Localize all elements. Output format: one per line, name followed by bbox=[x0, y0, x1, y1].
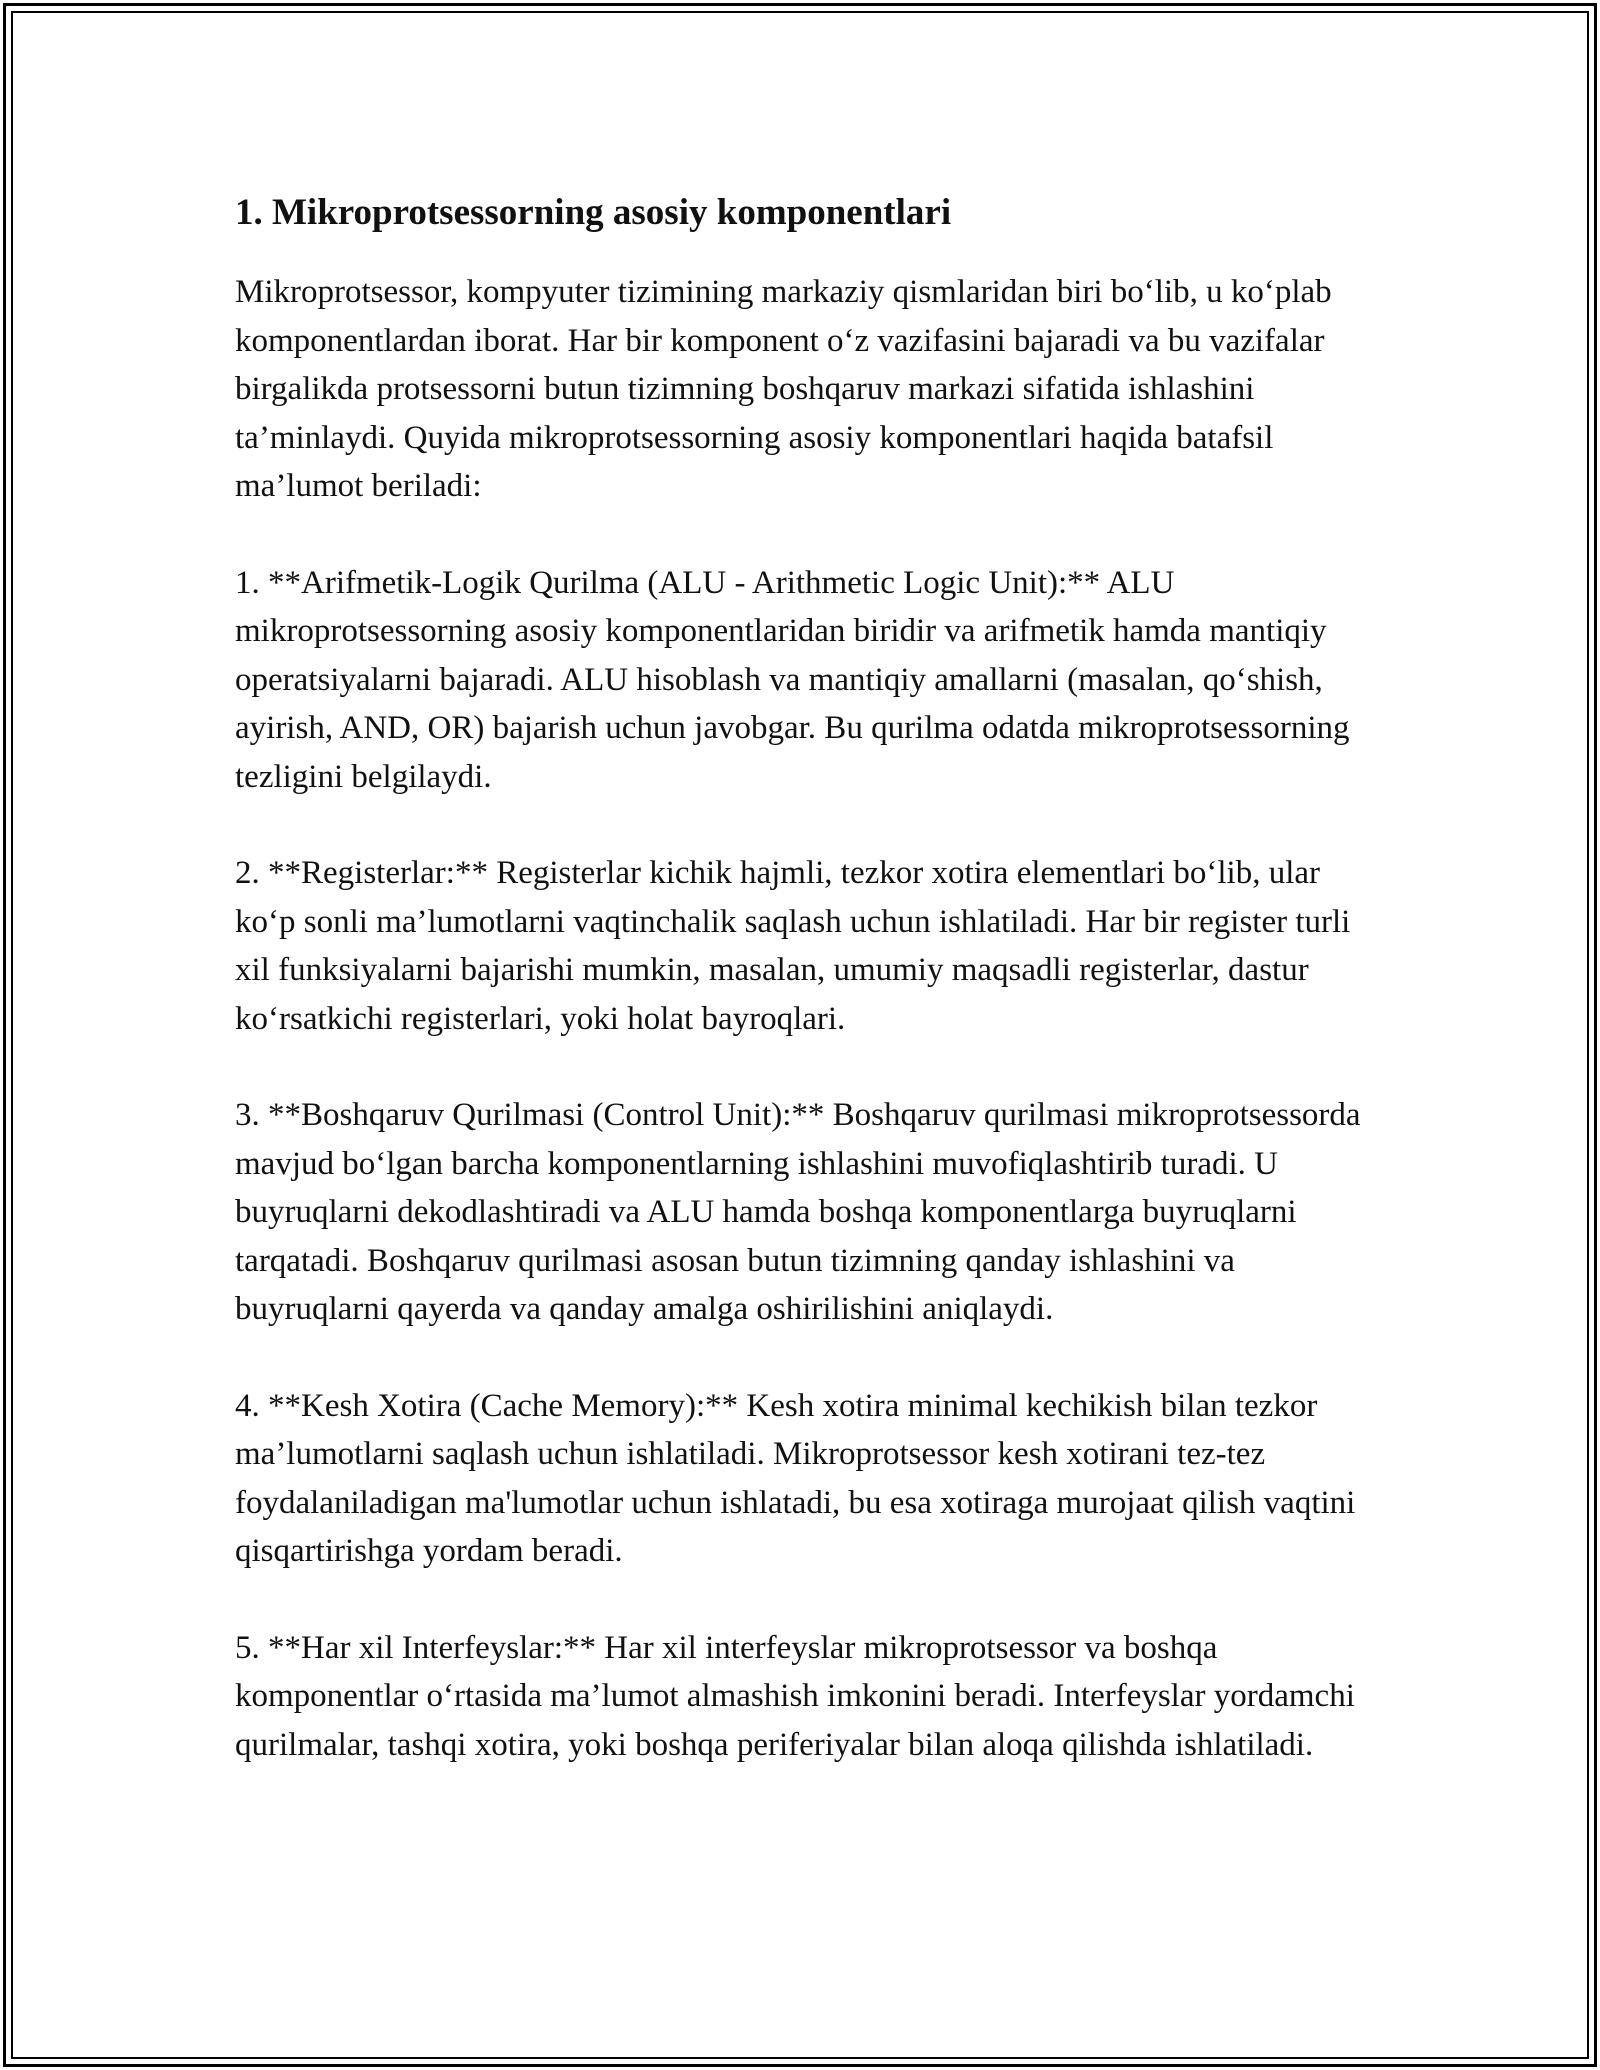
document-body bbox=[235, 188, 1375, 1817]
intro-paragraph: Mikroprotsessor, kompyuter tizimining markaziy qismlaridan biri bo‘lib, u ko‘plab komponentlardan iborat. Har bir komponent o‘z vazifasini bajaradi va bu vazifalar birgalikda protsessorni butun tizimning boshqaruv markazi sifatida ishlashini ta’minlaydi. Quyida mikroprotsessorning asosiy komponentlari haqida batafsil ma’lumot beriladi: bbox=[235, 274, 1332, 504]
section-heading: 1. Mikroprotsessorning asosiy komponentlari bbox=[235, 192, 952, 233]
control-unit-paragraph: 3. **Boshqaruv Qurilmasi (Control Unit):** Boshqaruv qurilmasi mikroprotsessorda mavjud bo‘lgan barcha komponentlarning ishlashini muvofiqlashtirib turadi. U buyruqlarni dekodlashtiradi va ALU hamda boshqa komponentlarga buyruqlarni tarqatadi. Boshqaruv qurilmasi asosan butun tizimning qanday ishlashini va buyruqlarni qayerda va qanday amalga oshirilishini aniqlaydi. bbox=[235, 1097, 1361, 1327]
alu-paragraph: 1. **Arifmetik-Logik Qurilma (ALU - Arithmetic Logic Unit):** ALU mikroprotsessorning asosiy komponentlaridan biridir va arifmetik hamda mantiqiy operatsiyalarni bajaradi. ALU hisoblash va mantiqiy amallarni (masalan, qo‘shish, ayirish, AND, OR) bajarish uchun javobgar. Bu qurilma odatda mikroprotsessorning tezligini belgilaydi. bbox=[235, 564, 1350, 795]
cache-memory-paragraph: 4. **Kesh Xotira (Cache Memory):** Kesh xotira minimal kechikish bilan tezkor ma’lumotlarni saqlash uchun ishlatiladi. Mikroprotsessor kesh xotirani tez-tez foydalaniladigan ma'lumotlar uchun ishlatadi, bu esa xotiraga murojaat qilish vaqtini qisqartirishga yordam beradi. bbox=[235, 1387, 1356, 1569]
registers-paragraph: 2. **Registerlar:** Registerlar kichik hajmli, tezkor xotira elementlari bo‘lib, ular ko‘p sonli ma’lumotlarni vaqtinchalik saqlash uchun ishlatiladi. Har bir register turli xil funksiyalarni bajarishi mumkin, masalan, umumiy maqsadli registerlar, dastur ko‘rsatkichi registerlari, yoki holat bayroqlari. bbox=[235, 855, 1351, 1037]
interfaces-paragraph: 5. **Har xil Interfeyslar:** Har xil interfeyslar mikroprotsessor va boshqa komponentlar o‘rtasida ma’lumot almashish imkonini beradi. Interfeyslar yordamchi qurilmalar, tashqi xotira, yoki boshqa periferiyalar bilan aloqa qilishda ishlatiladi. bbox=[235, 1629, 1355, 1763]
